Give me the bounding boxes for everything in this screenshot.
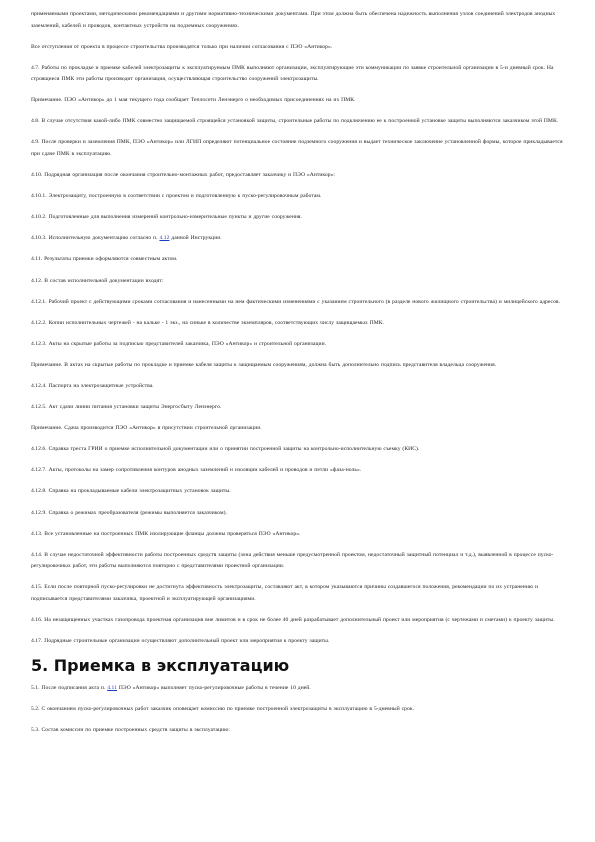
paragraph [31,9,569,32]
paragraph-text: 4.16. На незащищенных участках газопровода проектная организация вне лимитов и в срок не более 40 дней разрабатывает дополнительный проект или мероприятия (с чертежами и сметами) к проекту защиты. [31,616,555,623]
paragraph-text: 5.1. После подписания акта п. [31,685,108,692]
paragraph [31,276,569,288]
paragraph-text: 4.10.1. Электрозащиту, построенную в соответствии с проектом и подготовленную к пуско-регулировочным работам. [31,193,322,200]
paragraph [31,402,569,414]
paragraph-text: применяемыми проектами, методическими рекомендациями и другими нормативно-техническими документами. При этом должна быть обеспечена надежность выполнения узлов соединений электродов анодных заземлений, кабелей и проводов, контактных устройств на подземных сооружениях. [31,11,556,29]
paragraph-text: 4.12.9. Справка о режимах преобразователя (режимы выполняется заказчиком). [31,509,227,516]
paragraph [31,360,569,372]
paragraph-text: 4.9. После проверки и заземления ПМК, ПЭО «Антикор» или ЛГИП определяют потенциальное состояние подземного сооружения и выдает техническое заключение установленной формы, которое прикладывается при сдаче ПМК в эксплуатацию. [31,139,563,157]
paragraph [31,636,569,648]
paragraph [31,725,569,737]
paragraph-text: 4.10.2. Подготовленные для выполнения измерений контрольно-измерительные пункты и другие сооружения. [31,214,302,221]
paragraph-text: 5.3. Состав комиссии по приемке построенных средств защиты в эксплуатацию: [31,727,230,734]
paragraph-text: 4.12.1. Рабочий проект с действующими сроками согласования и нанесенными на нем фактическими изменениями с указанием строительного (в разделе нового жилищного строительства) и милицейского адресов. [31,298,561,305]
paragraph [31,486,569,498]
paragraph-text: данной Инструкции. [169,235,222,242]
paragraph-text: 4.17. Подрядные строительные организации осуществляют дополнительный проект или мероприятия к проекту защиты. [31,638,330,645]
paragraph [31,42,569,54]
paragraph-text: Примечание. В актах на скрытые работы по прокладке и приемке кабеля защиты к защищаемым сооружениям, должна быть дополнительно подпись представителя владельца сооружения. [31,361,497,368]
paragraph [31,423,569,435]
paragraph [31,318,569,330]
cross-reference-link[interactable]: 4.12 [159,235,170,242]
paragraph-text: 4.12.2. Копии исполнительных чертежей - на кальке - 1 экз., на синьке в количестве экземпляров, соответствующих числу защищаемых ПМК. [31,319,385,326]
paragraph-text: 4.10. Подрядная организация после окончания строительно-монтажных работ, предоставляет заказчику и ПЭО «Антикор»: [31,172,336,179]
paragraph-text: 4.12.4. Паспорта на электрозащитные устройства. [31,383,154,389]
paragraph-text: 4.12.3. Акты на скрытые работы за подписью представителей заказчика, ПЭО «Антикор» и строительной организации. [31,340,327,347]
paragraph-text: 4.12.7. Акты, протоколы на замер сопротивления контуров анодных заземлений и изоляции кабелей и проводов и петли «фаза-ноль». [31,467,362,474]
paragraph [31,381,569,393]
paragraph [31,339,569,351]
paragraph [31,116,569,128]
paragraph [31,95,569,107]
document-page [31,9,569,746]
section-heading: 5. Приемка в эксплуатацию [31,656,290,676]
paragraph [31,683,569,695]
paragraph [31,170,569,182]
paragraph [31,704,569,716]
paragraph [31,529,569,541]
paragraph-text: 4.12.6. Справка треста ГРИИ о приемке исполнительной документации или о принятии построенной защиты на контрольно-исполнительную съемку (КИС). [31,446,420,453]
paragraph [31,550,569,573]
paragraph-text: ПЭО «Антикор» выполняет пуско-регулировочные работы в течение 10 дней. [116,685,311,692]
document-body-top [31,9,569,648]
paragraph-text: 4.12. В состав исполнительной документации входят: [31,277,164,284]
paragraph [31,297,569,309]
paragraph-text: 4.15. Если после повторной пуско-регулировки не достигнута эффективность электрозащиты, составляют акт, в котором указываются причины создавшегося положения, рекомендации по их устранению и подписывается представителями заказчика, проектной и эксплуатирующей организациями. [31,584,538,602]
paragraph [31,63,569,86]
paragraph [31,254,569,266]
paragraph [31,615,569,627]
paragraph-text: Примечание. ПЭО «Антикор» до 1 мая текущего года сообщает Теплосети Ленэнерго о необходимых присоединениях на их ПМК. [31,97,356,104]
paragraph-text: 4.14. В случае недостаточной эффективности работы построенных средств защиты (зона действия меньше предусмотренной проектом, недостаточный защитный потенциал и т.д.), выявленной в процессе пуско-регулировочных работ, эти работы выполняются повторно с представителями проектной организации. [31,551,554,570]
paragraph [31,444,569,456]
paragraph-text: 4.11. Результаты приемки оформляются совместным актом. [31,256,178,263]
paragraph-text: 4.13. Все установленные на построенных ПМК изолирующие фланцы должны проверяться ПЭО «Антикор». [31,530,301,537]
paragraph-text: 5.2. С окончанием пуско-регулировочных работ заказчик оповещает комиссию по приемке построенной электрозащиты в эксплуатацию в 5-дневный срок. [31,706,415,713]
paragraph [31,212,569,224]
paragraph [31,508,569,520]
paragraph-text: 4.12.8. Справка на прокладываемые кабели электрозащитных установок защиты. [31,488,231,495]
paragraph [31,233,569,245]
document-body-bottom [31,683,569,737]
paragraph-text: Примечание. Сдача производится ПЭО «Антикор» в присутствии строительной организации. [31,425,262,432]
paragraph-text: Все отступления от проекта в процессе строительства производятся только при наличии согласования с ПЭО «Антикор». [31,43,333,50]
paragraph [31,582,569,605]
paragraph-text: 4.12.5. Акт сдачи линии питания установки защиты Энергосбыту Ленэнерго. [31,404,222,411]
paragraph [31,137,569,160]
paragraph-text: 4.7. Работы по прокладке и приемке кабелей электрозащиты к эксплуатируемым ПМК выполняют организации, эксплуатирующие эти коммуникации по заявке строительной организации в 5-и дневный срок. На строящиеся ПМК эти работы производит организация, осуществляющая строительство сооружений электрозащиты. [31,64,554,83]
paragraph-text: 4.10.3. Исполнительную документацию согласно п. [31,235,160,242]
paragraph-text: 4.8. В случае отсутствия какой-либо ПМК совместно защищаемой строящейся установкой защиты, строительные работы по подключению ее к построенной установке защиты выполняются заказчиком этой ПМК. [31,118,559,125]
cross-reference-link[interactable]: 4.11 [107,685,117,692]
paragraph [31,465,569,477]
paragraph [31,191,569,203]
